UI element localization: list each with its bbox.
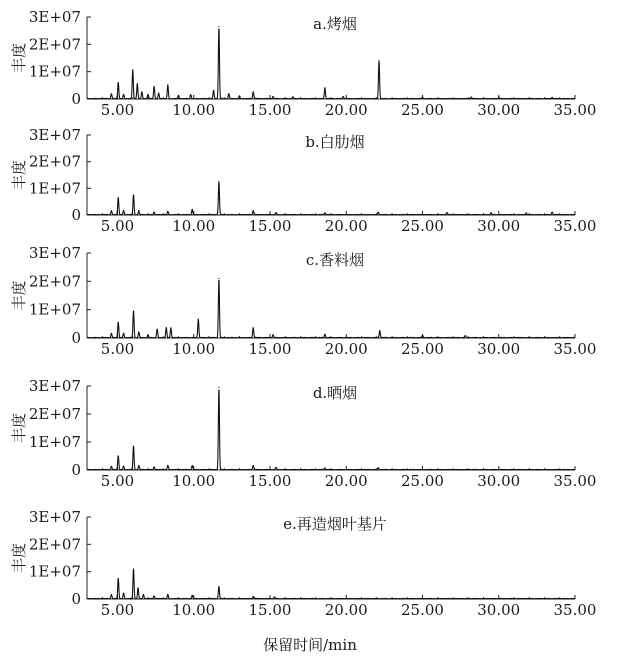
y-tick-label: 2E+07 (28, 152, 81, 171)
peak-point (137, 587, 138, 588)
chromatogram-trace (87, 390, 575, 469)
peak-point (170, 327, 171, 328)
peak-point (133, 568, 134, 569)
x-tick-label: 5.00 (100, 601, 135, 619)
peak-point (132, 70, 133, 71)
x-tick-label: 20.00 (324, 217, 368, 235)
y-tick-label: 3E+07 (28, 126, 81, 144)
peak-point (422, 335, 423, 336)
panel-1 (10, 8, 596, 119)
x-tick-label: 15.00 (248, 101, 292, 119)
peak-point (123, 466, 124, 467)
panel-2 (10, 126, 596, 235)
panel-y-axis-label: 丰度 (10, 412, 28, 444)
peak-point (118, 455, 119, 456)
y-tick-label: 3E+07 (28, 508, 81, 526)
peak-point (111, 594, 112, 595)
peak-point (111, 466, 112, 467)
y-tick-label: 3E+07 (28, 8, 81, 26)
peak-point (190, 94, 191, 95)
peak-point (192, 209, 193, 210)
peak-point (138, 332, 139, 333)
x-tick-label: 10.00 (172, 217, 216, 235)
peak-point (154, 86, 155, 87)
peak-point (166, 327, 167, 328)
y-tick-label: 3E+07 (28, 377, 81, 395)
x-tick-label: 20.00 (324, 472, 368, 490)
peak-point (154, 212, 155, 213)
peak-point (471, 97, 472, 98)
y-tick-label: 2E+07 (28, 272, 81, 291)
y-tick-label: 2E+07 (28, 35, 81, 54)
x-tick-label: 15.00 (248, 217, 292, 235)
peak-point (379, 330, 380, 331)
peak-point (167, 85, 168, 86)
x-tick-label: 25.00 (401, 472, 444, 490)
peak-point (526, 213, 527, 214)
y-tick-label: 2E+07 (28, 405, 81, 423)
y-tick-label: 2E+07 (28, 535, 81, 554)
x-axis-label: 保留时间/min (263, 636, 357, 654)
panel-title: d.晒烟 (312, 384, 358, 402)
peak-point (276, 467, 277, 468)
peak-point (118, 322, 119, 323)
peak-point (111, 210, 112, 211)
peak-point (292, 96, 293, 97)
chromatogram-trace (87, 29, 575, 99)
y-tick-label: 1E+07 (28, 433, 81, 451)
peak-point (147, 335, 148, 336)
peak-point (218, 278, 219, 279)
x-tick-label: 20.00 (324, 601, 368, 619)
x-tick-label: 10.00 (172, 601, 216, 619)
x-tick-label: 15.00 (248, 472, 292, 490)
x-tick-label: 5.00 (100, 101, 135, 119)
peak-point (167, 211, 168, 212)
peak-point (167, 465, 168, 466)
x-tick-label: 15.00 (248, 601, 292, 619)
peak-point (343, 96, 344, 97)
chromatogram-trace (87, 280, 575, 337)
panel-title: c.香料烟 (305, 251, 365, 269)
panel-5 (10, 508, 596, 619)
y-tick-label: 1E+07 (28, 300, 81, 319)
peak-point (324, 87, 325, 88)
peak-point (239, 96, 240, 97)
panel-title: a.烤烟 (313, 15, 357, 33)
x-tick-label: 30.00 (477, 217, 521, 235)
y-tick-label: 1E+07 (28, 62, 81, 81)
panel-y-axis-label: 丰度 (10, 542, 28, 574)
peak-point (154, 596, 155, 597)
x-tick-label: 30.00 (477, 340, 521, 358)
peak-point (218, 26, 219, 27)
peak-point (491, 213, 492, 214)
peak-point (272, 335, 273, 336)
peak-point (552, 212, 553, 213)
peak-point (133, 310, 134, 311)
y-tick-label: 0 (71, 590, 81, 608)
panel-y-axis-label: 丰度 (10, 280, 28, 311)
x-tick-label: 20.00 (324, 340, 368, 358)
peak-point (228, 93, 229, 94)
peak-point (123, 333, 124, 334)
peak-point (378, 467, 379, 468)
x-tick-label: 10.00 (172, 340, 216, 358)
x-tick-label: 35.00 (553, 601, 597, 619)
peak-point (147, 94, 148, 95)
x-tick-label: 15.00 (248, 340, 292, 358)
peak-point (192, 595, 193, 596)
peak-point (157, 329, 158, 330)
peak-point (138, 210, 139, 211)
x-tick-label: 25.00 (401, 340, 444, 358)
peak-point (123, 210, 124, 211)
peak-point (111, 93, 112, 94)
peak-point (324, 213, 325, 214)
peak-point (378, 212, 379, 213)
chromatogram-trace (87, 570, 575, 599)
x-tick-label: 30.00 (477, 601, 521, 619)
x-tick-label: 5.00 (100, 472, 135, 490)
y-tick-label: 0 (71, 329, 81, 347)
x-tick-label: 5.00 (100, 340, 135, 358)
peak-point (143, 594, 144, 595)
chromatogram-trace (87, 183, 575, 215)
peak-point (253, 465, 254, 466)
peak-point (154, 467, 155, 468)
x-tick-label: 10.00 (172, 101, 216, 119)
peak-point (253, 596, 254, 597)
peak-point (274, 597, 275, 598)
panel-3 (10, 244, 596, 358)
peak-point (158, 93, 159, 94)
peak-point (198, 319, 199, 320)
peak-point (213, 90, 214, 91)
peak-point (552, 97, 553, 98)
peak-point (465, 335, 466, 336)
y-tick-label: 0 (71, 90, 81, 108)
peak-point (218, 181, 219, 182)
y-tick-label: 0 (71, 206, 81, 224)
y-tick-label: 1E+07 (28, 562, 81, 581)
peak-point (137, 83, 138, 84)
peak-point (446, 212, 447, 213)
peak-point (276, 212, 277, 213)
peak-point (378, 60, 379, 61)
x-tick-label: 35.00 (553, 217, 597, 235)
peak-point (178, 95, 179, 96)
y-tick-label: 3E+07 (28, 244, 81, 262)
peak-point (123, 94, 124, 95)
x-tick-label: 25.00 (401, 601, 444, 619)
x-tick-label: 20.00 (324, 101, 368, 119)
peak-point (167, 594, 168, 595)
peak-point (498, 97, 499, 98)
peak-point (118, 82, 119, 83)
panel-y-axis-label: 丰度 (10, 42, 28, 74)
x-tick-label: 35.00 (553, 472, 597, 490)
x-tick-label: 25.00 (401, 101, 444, 119)
x-tick-label: 35.00 (553, 340, 597, 358)
peak-point (133, 446, 134, 447)
x-tick-label: 35.00 (553, 101, 597, 119)
peak-point (324, 468, 325, 469)
peak-point (324, 334, 325, 335)
peak-point (133, 194, 134, 195)
peak-point (218, 387, 219, 388)
peak-point (123, 593, 124, 594)
peak-point (422, 97, 423, 98)
peak-point (253, 210, 254, 211)
peak-point (141, 92, 142, 93)
panel-title: e.再造烟叶基片 (283, 515, 387, 533)
panel-y-axis-label: 丰度 (10, 159, 28, 191)
panel-title: b.白肋烟 (305, 133, 365, 151)
y-tick-label: 1E+07 (28, 179, 81, 198)
peak-point (118, 578, 119, 579)
panels-layer (10, 8, 596, 619)
peak-point (118, 197, 119, 198)
peak-point (138, 465, 139, 466)
peak-point (253, 327, 254, 328)
panel-4 (10, 377, 596, 490)
peak-point (272, 96, 273, 97)
x-tick-label: 30.00 (477, 101, 521, 119)
peak-point (111, 333, 112, 334)
peak-point (253, 92, 254, 93)
x-tick-label: 10.00 (172, 472, 216, 490)
peak-point (192, 465, 193, 466)
peak-point (218, 586, 219, 587)
x-tick-label: 30.00 (477, 472, 521, 490)
x-tick-label: 5.00 (100, 217, 135, 235)
y-tick-label: 0 (71, 461, 81, 479)
x-tick-label: 25.00 (401, 217, 444, 235)
